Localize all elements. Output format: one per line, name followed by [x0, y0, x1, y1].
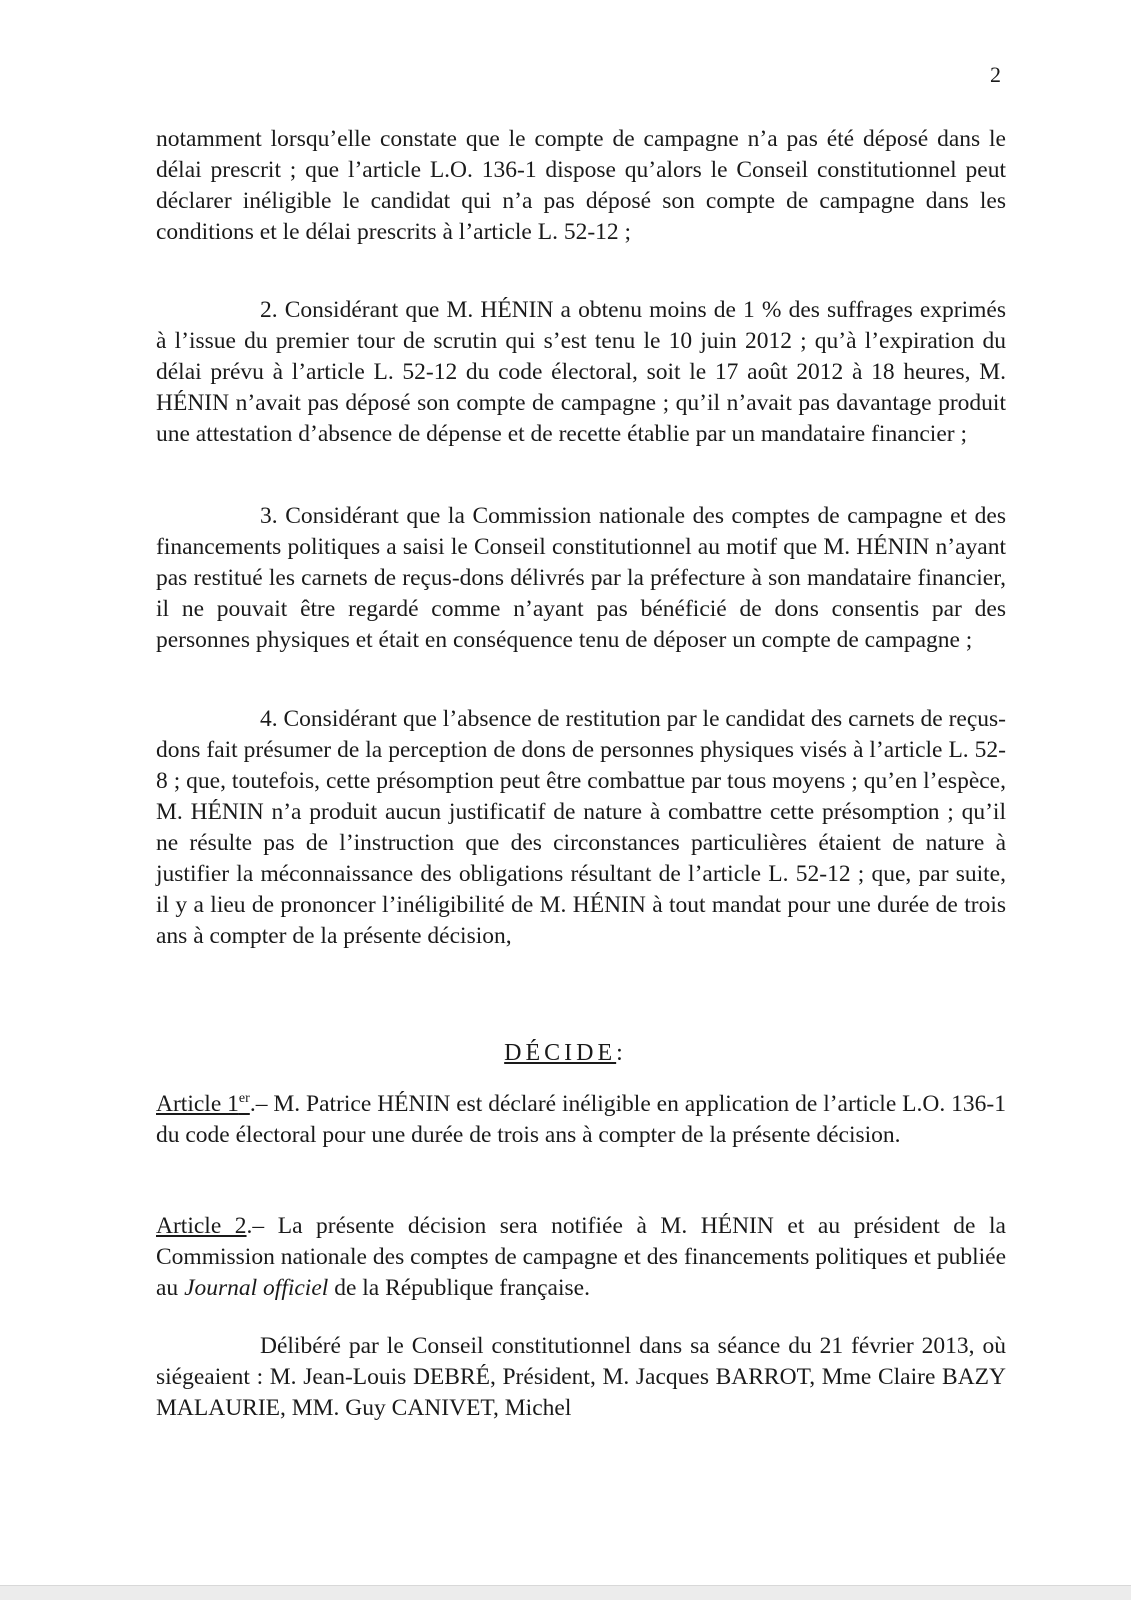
deliberation-paragraph: Délibéré par le Conseil constitutionnel dans sa séance du 21 février 2013, où siégeaient : M. Jean-Louis DEBRÉ, Président, M. Jacques BARROT, Mme Claire BAZY MALAURIE, MM. Guy CANIVET, Michel — [156, 1333, 1006, 1421]
article-1-label-text: Article 1 — [156, 1091, 239, 1117]
paragraph-4: 4. Considérant que l’absence de restitution par le candidat des carnets de reçus-dons fait présumer de la perception de dons de personnes physiques visés à l’article L. 52-8 ; que, toutefois, cette présomption peut être combattue par tous moyens ; qu’en l’espèce, M. HÉNIN n’a produit aucun justificatif de nature à combattre cette présomption ; qu’il ne résulte pas de l’instruction que des circonstances particulières étaient de nature à justifier la méconnaissance des obligations résultant de l’article L. 52-12 ; que, par suite, il y a lieu de prononcer l’inéligibilité de M. HÉNIN à tout mandat pour une durée de trois ans à compter de la présente décision, — [156, 706, 1006, 949]
article-2 — [156, 1211, 1006, 1304]
article-2-label: Article 2 — [156, 1213, 247, 1239]
journal-officiel-italic: Journal officiel — [184, 1275, 329, 1301]
decision-heading — [0, 1040, 1131, 1067]
article-1-label-end: . — [249, 1091, 256, 1117]
article-1-label — [156, 1091, 250, 1117]
paragraph-3: 3. Considérant que la Commission nationale des comptes de campagne et des financements politiques a saisi le Conseil constitutionnel au motif que M. HÉNIN n’ayant pas restitué les carnets de reçus-dons délivrés par la préfecture à son mandataire financier, il ne pouvait être regardé comme n’ayant pas bénéficié de dons consentis par des personnes physiques et était en conséquence tenu de déposer un compte de campagne ; — [156, 503, 1006, 653]
article-2-label-end: . — [246, 1213, 253, 1239]
paragraph-2: 2. Considérant que M. HÉNIN a obtenu moins de 1 % des suffrages exprimés à l’issue du premier tour de scrutin qui s’est tenu le 10 juin 2012 ; qu’à l’expiration du délai prévu à l’article L. 52-12 du code électoral, soit le 17 août 2012 à 18 heures, M. HÉNIN n’avait pas déposé son compte de campagne ; qu’il n’avait pas davantage produit une attestation d’absence de dépense et de recette établie par un mandataire financier ; — [156, 297, 1006, 447]
page-bottom-edge — [0, 1585, 1131, 1600]
article-1 — [156, 1089, 1006, 1151]
article-2-text-after: de la République française. — [328, 1275, 590, 1301]
decision-heading-colon: : — [616, 1040, 627, 1066]
article-1-label-sup: er — [238, 1091, 250, 1107]
decision-heading-word: DÉCIDE — [504, 1040, 617, 1066]
paragraph-1: notamment lorsqu’elle constate que le compte de campagne n’a pas été déposé dans le délai prescrit ; que l’article L.O. 136-1 dispose qu’alors le Conseil constitutionnel peut déclarer inéligible le candidat qui n’a pas déposé son compte de campagne dans les conditions et le délai prescrits à l’article L. 52-12 ; — [156, 126, 1006, 245]
article-2-text-before: – La présente décision sera notifiée à M. HÉNIN et au président de la Commission nationale des comptes de campagne et des financements politiques et publiée au — [156, 1213, 1006, 1301]
article-1-text: – M. Patrice HÉNIN est déclaré inéligible en application de l’article L.O. 136-1 du code électoral pour une durée de trois ans à compter de la présente décision. — [156, 1091, 1006, 1148]
page-number: 2 — [990, 62, 1001, 87]
